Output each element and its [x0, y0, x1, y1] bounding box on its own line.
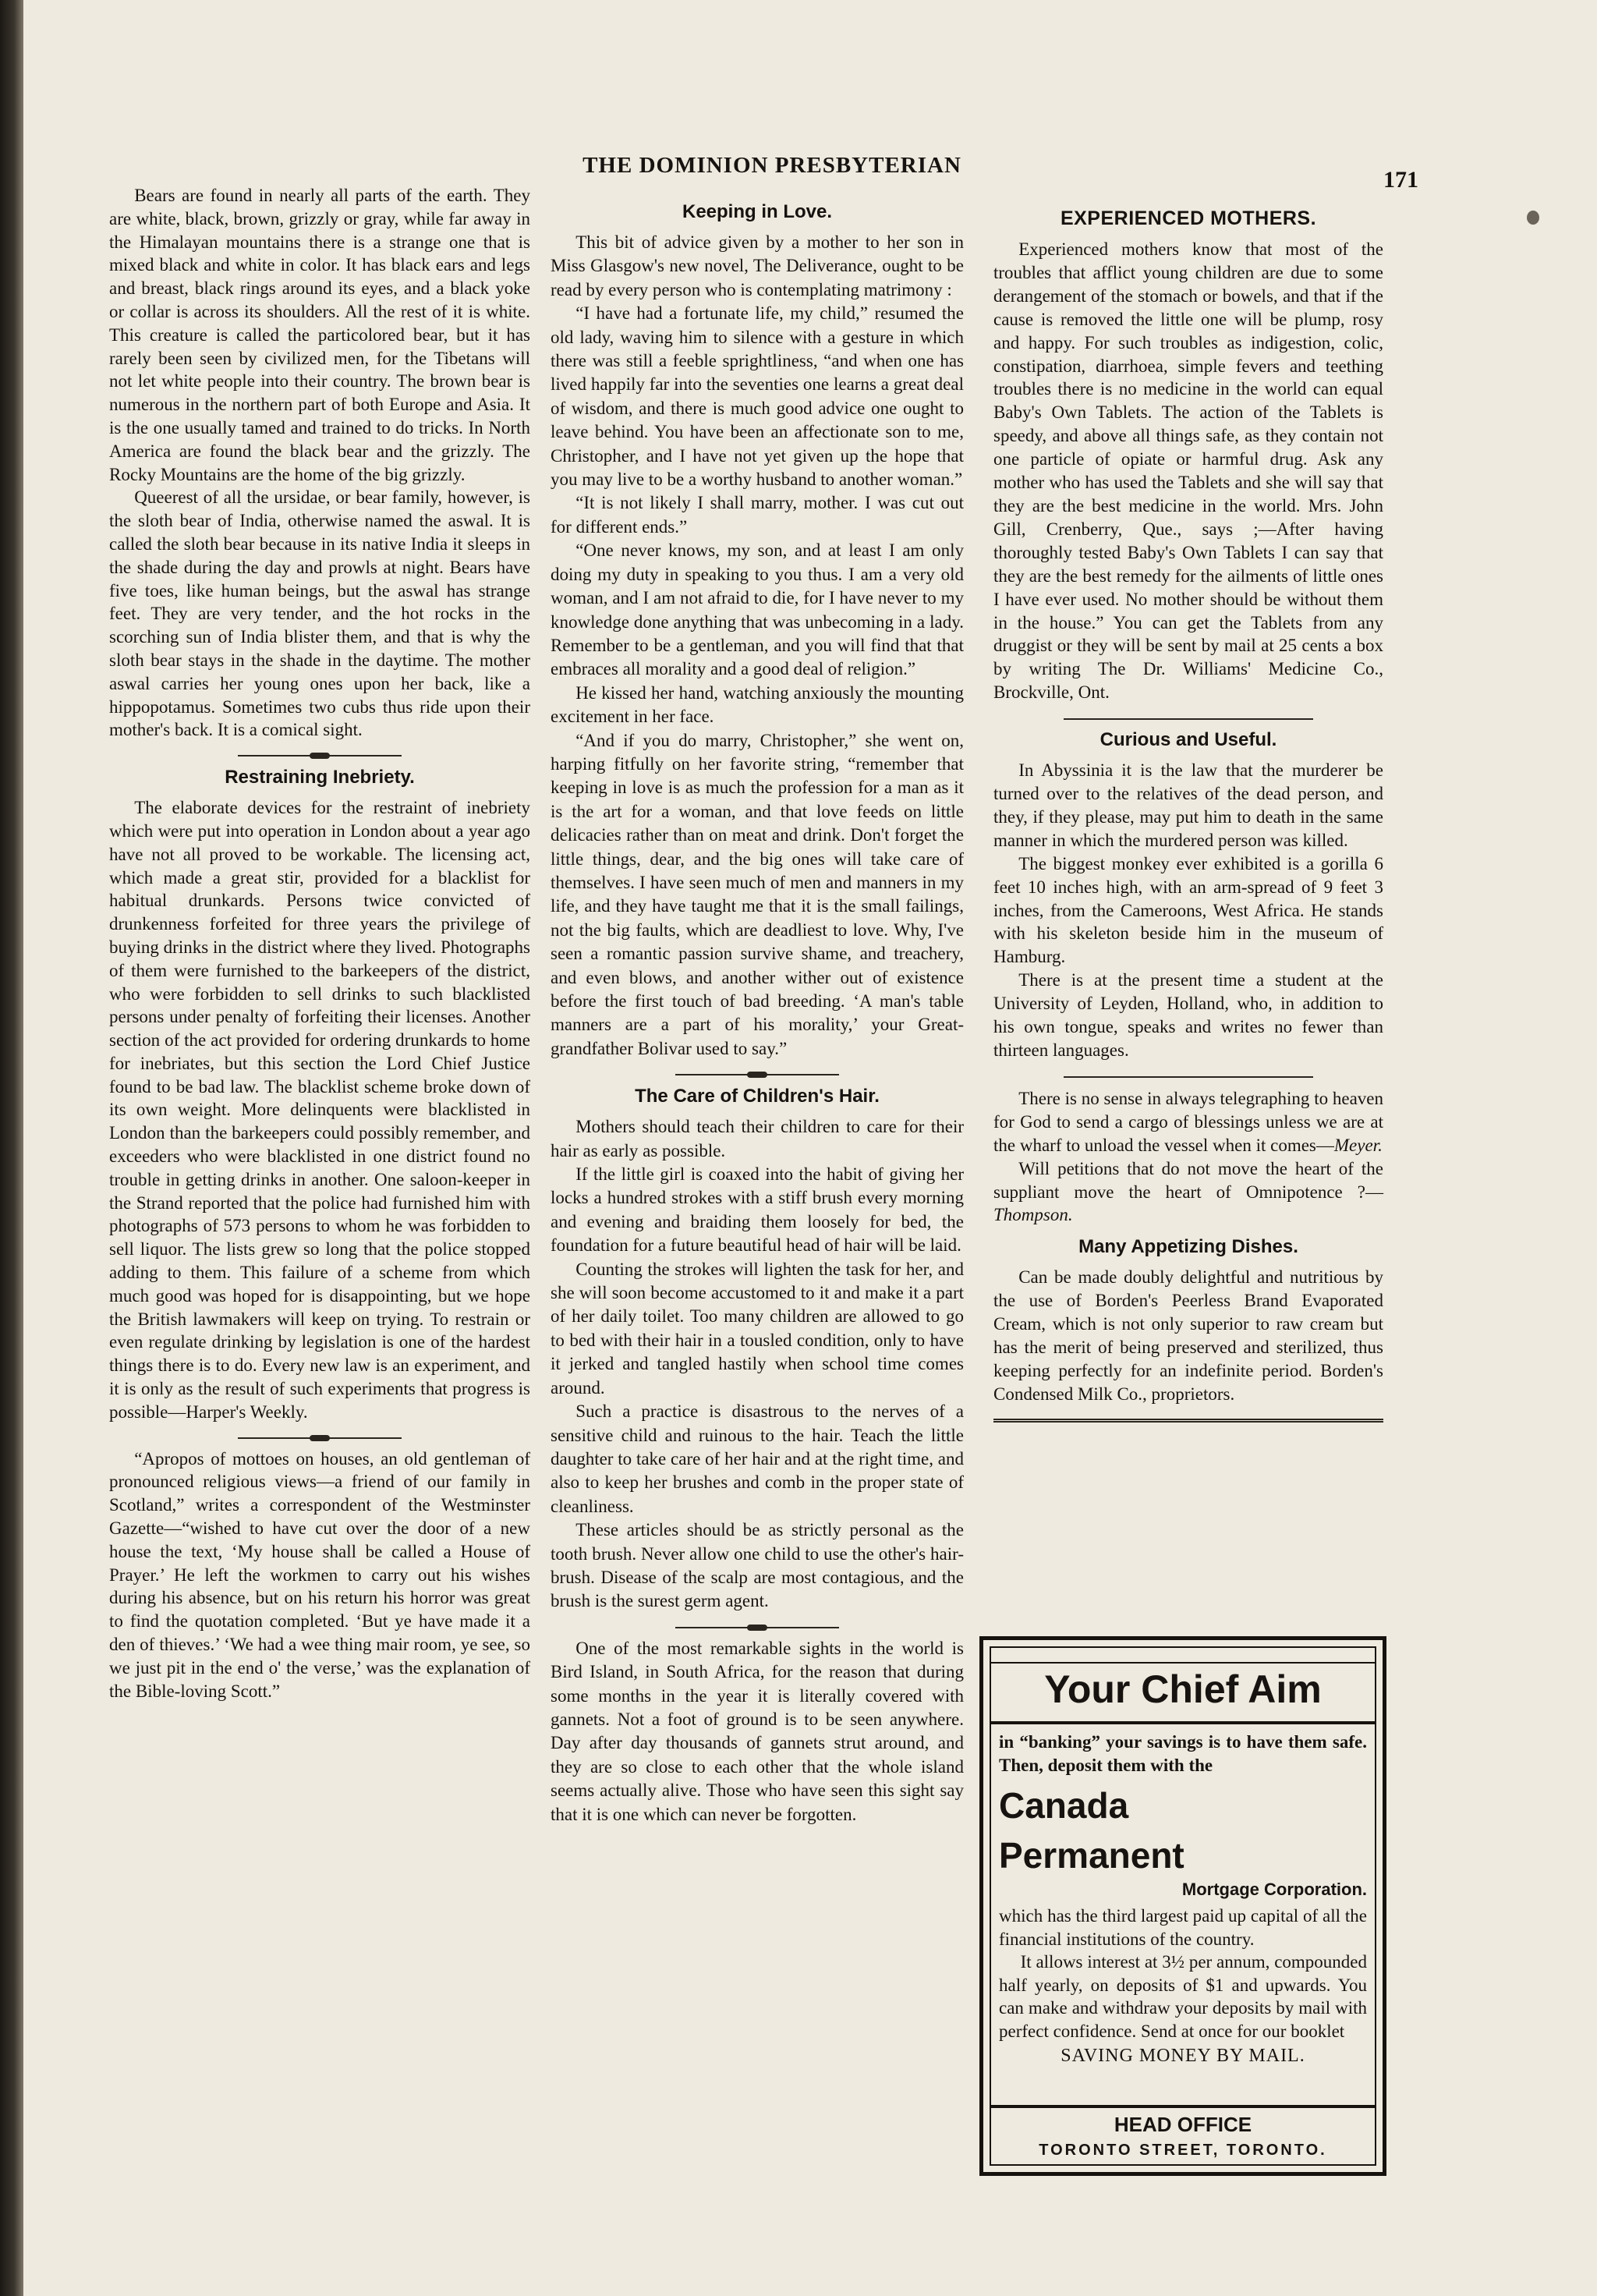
section-ornament	[238, 754, 402, 757]
heading-appetizing-dishes: Many Appetizing Dishes.	[1078, 1236, 1298, 1258]
heading-restraining-inebriety: Restraining Inebriety.	[225, 767, 415, 788]
article-mottoes-p1: “Apropos of mottoes on houses, an old gentleman of pronounced religious views—a friend of our family in Scotland,” writes a correspondent of the Westminster Gazette—“wished to have cut over the door of a new house the text, ‘My house shall be called a House of Prayer.’ He left the workmen to carry out his wishes during his absence, but on his return his horror was great to find the quotation completed. ‘But ye have made it a den of thieves.’ ‘We had a wee thing mair room, ye see, so we just pit in the end o' the verse,’ was the explanation of the Bible-loving Scott.”	[109, 1448, 530, 1701]
ad-body-2: It allows interest at 3½ per annum, compounded half yearly, on deposits of $1 and upwards. You can make and withdraw your deposits by mail with perfect confidence. Send at once for our booklet	[999, 1952, 1367, 2041]
section-ornament	[675, 1073, 839, 1076]
article-love-p2: “I have had a fortunate life, my child,” resumed the old lady, waving him to silence with a gesture in which there was still a feeble sprightliness, “and when one has lived happily far into the seventies one learns a great deal of wisdom, and there is much good advice one ought to leave behind. You have been an affectionate son to me, Christopher, and I have not yet given up the hope that you may live to be a worthy husband to another woman.”	[551, 303, 964, 490]
article-bears-p1: Bears are found in nearly all parts of the earth. They are white, black, brown, grizzly or gray, while far away in the Himalayan mountains there is a strange one that is mixed black and white in color. It has black ears and legs and breast, black rings around its eyes, and a black yoke or collar is across its shoulders. All the rest of it is white. This creature is called the particolored bear, but it has rarely been seen by civilized men, for the Tibetans will not let white people into their country. The brown bear is numerous in the northern part of both Europe and Asia. It is the one usually tamed and trained to do tricks. In North America are found the black bear and the grizzly. The Rocky Mountains are the home of the big grizzly.	[109, 186, 530, 484]
ad-brand-line2: Permanent	[999, 1835, 1184, 1876]
column-right	[993, 198, 1383, 1433]
heading-experienced-mothers: EXPERIENCED MOTHERS.	[1060, 207, 1317, 229]
double-rule	[993, 1419, 1383, 1423]
article-love-p4: “One never knows, my son, and at least I am only doing my duty in speaking to you thus. I am a very old woman, and I am not afraid to die, for I have never to my knowledge done anything that was unbecoming in a lady. Remember to be a gentleman, and you will find that that embraces all morality and a good deal of religion.”	[551, 540, 964, 679]
article-bears-p2: Queerest of all the ursidae, or bear family, however, is the sloth bear of India, otherwise named the aswal. It is called the sloth bear because in its native India it sleeps in the shade during the day and prowls at night. Bears have five toes, like human beings, but the aswal has strange feet. They are very tender, and the hot rocks in the scorching sun of India blister them, and that is why the sloth bear stays in the shade in the daytime. The mother aswal carries her young ones upon her back, like a hippopotamus. Sometimes two cubs thus ride upon their mother's back. It is a comical sight.	[109, 487, 530, 740]
section-rule	[1064, 718, 1313, 720]
advertisement-frame	[990, 1646, 1376, 2166]
article-love-p1: This bit of advice given by a mother to her son in Miss Glasgow's new novel, The Deliverance, ought to be read by every person who is contemplating matrimony :	[551, 232, 964, 299]
article-hair-p1: Mothers should teach their children to care for their hair as early as possible.	[551, 1117, 964, 1160]
quote-meyer-text: There is no sense in always telegraphing to heaven for God to send a cargo of blessings unless we are at the wharf to unload the vessel when it comes—	[993, 1088, 1383, 1155]
quote-meyer	[993, 1087, 1383, 1157]
article-hair-p5: These articles should be as strictly personal as the tooth brush. Never allow one child to use the other's hair-brush. Disease of the scalp are most contagious, and the brush is the surest germ agent.	[551, 1520, 964, 1611]
page-gutter-shadow	[0, 0, 23, 2296]
ad-body-1: which has the third largest paid up capital of all the financial institutions of the country.	[999, 1906, 1367, 1949]
article-curious-p3: There is at the present time a student at the University of Leyden, Holland, who, in addition to his own tongue, speaks and writes no fewer than thirteen languages.	[993, 970, 1383, 1060]
ad-office-address: TORONTO STREET, TORONTO.	[1039, 2142, 1327, 2159]
advertisement-canada-permanent	[979, 1636, 1386, 2176]
heading-childrens-hair: The Care of Children's Hair.	[635, 1086, 880, 1107]
article-mothers-p1: Experienced mothers know that most of the troubles that afflict young children are due to some derangement of the stomach or bowels, and that if the cause is removed the little one will be plump, rosy and happy. For such troubles as indigestion, colic, constipation, diarrhoea, simple fevers and teething troubles there is no medicine in the world can equal Baby's Own Tablets. The action of the Tablets is speedy, and above all things safe, as they contain not one particle of opiate or harmful drug. Ask any mother who has used the Tablets and she will say that they are the best medicine in the world. Mrs. John Gill, Crenberry, Que., says ;—After having thoroughly tested Baby's Own Tablets I can say that they are the best remedy for the ailments of little ones I have ever used. No mother should be without them in the house.” You can get the Tablets from any druggist or they will be sent by mail at 25 cents a box by writing The Dr. Williams' Medicine Co., Brockville, Ont.	[993, 239, 1383, 703]
article-curious-p1: In Abyssinia it is the law that the murderer be turned over to the relatives of the dead person, and they, if they please, may put him to death in the same manner in which the murdered person was killed.	[993, 760, 1383, 850]
article-curious-p2: The biggest monkey ever exhibited is a gorilla 6 feet 10 inches high, with an arm-spread of 9 feet 3 inches, from the Cameroons, West Africa. He stands with his skeleton beside him in the museum of Hamburg.	[993, 853, 1383, 967]
quote-thompson	[993, 1157, 1383, 1228]
ad-booklet-title: SAVING MONEY BY MAIL.	[1061, 2046, 1305, 2066]
quote-thompson-attribution: Thompson.	[993, 1205, 1073, 1225]
ad-brand-line1: Canada	[999, 1785, 1129, 1826]
ad-intro: in “banking” your savings is to have them safe. Then, deposit them with the	[999, 1732, 1367, 1775]
article-hair-p3: Counting the strokes will lighten the task for her, and she will soon become accustomed to it and make it a part of her daily toilet. Too many children are allowed to go to bed with their hair in a tousled condition, only to have it jerked and tangled hastily when school time comes around.	[551, 1259, 964, 1398]
ad-head-office	[990, 2105, 1376, 2164]
masthead: THE DOMINION PRESBYTERIAN	[582, 153, 961, 178]
ad-subbrand: Mortgage Corporation.	[1181, 1880, 1367, 1899]
section-ornament	[675, 1626, 839, 1629]
section-rule	[1064, 1076, 1313, 1078]
article-bird-island-p1: One of the most remarkable sights in the world is Bird Island, in South Africa, for the reason that during some months in the year it is literally covered with gannets. Not a foot of ground is to be seen anywhere. Day after day thousands of gannets strut around, and they are so close to each other that the whole island seems actually alive. Those who have seen this sight say that it is one which can never be forgotten.	[551, 1638, 964, 1824]
article-love-p6: “And if you do marry, Christopher,” she went on, harping fitfully on her favorite string, “remember that keeping in love is as much the profession for a man as it is the art for a woman, and that love feeds on little delicacies rather than on meat and drink. Don't forget the little things, dear, and the big ones will take care of themselves. I have seen much of men and manners in my life, and they have taught me that it is the small failings, not the big faults, which are deadliest to love. Why, I've seen a romantic passion survive shame, and treachery, and even blows, and another wither out of existence before the first touch of bad breeding. ‘A man's table manners are a part of his morality,’ your Great-grandfather Bolivar used to say.”	[551, 730, 964, 1058]
article-love-p3: “It is not likely I shall marry, mother. I was cut out for different ends.”	[551, 493, 964, 537]
ad-title: Your Chief Aim	[991, 1662, 1375, 1724]
quote-meyer-attribution: Meyer.	[1333, 1135, 1383, 1155]
quote-thompson-text: Will petitions that do not move the heart of the suppliant move the heart of Omnipotence ?—	[993, 1158, 1383, 1202]
article-dishes-p1: Can be made doubly delightful and nutritious by the use of Borden's Peerless Brand Evaporated Cream, which is not only superior to raw cream but has the merit of being preserved and sterilized, thus keeping perfectly for an indefinite period. Borden's Condensed Milk Co., proprietors.	[993, 1267, 1383, 1404]
article-inebriety-p1: The elaborate devices for the restraint of inebriety which were put into operation in London about a year ago have not all proved to be workable. The licensing act, which made a great stir, provided for a blacklist for habitual drunkards. Persons twice convicted of drunkenness forfeited for three years the privilege of buying drinks in the district where they lived. Photographs of them were furnished to the barkeepers of the district, who were forbidden to sell drinks to such blacklisted persons under penalty of forfeiting their licenses. Another section of the act provided for ordering drunkards to home for inebriates, but this section the Lord Chief Justice found to be bad law. The blacklist scheme broke down of its own weight. More delinquents were blacklisted in London than the barkeepers could possibly remember, and exceeders who were blacklisted in one district found no trouble in getting drinks in another. One saloon-keeper in the Strand reported that the police had furnished him with photographs of 573 persons to whom he was forbidden to sell liquor. The lists grew so long that the police stopped adding to them. This failure of a scheme from which much good was hoped for is disappointing, but we hope the British lawmakers will keep on trying. To restrain or even regulate drinking by legislation is one of the hardest things there is to do. Every new law is an experiment, and it is only as the result of such experiments that progress is possible—Harper's Weekly.	[109, 798, 530, 1422]
page-number: 171	[1383, 167, 1418, 193]
section-ornament	[238, 1437, 402, 1440]
ad-office-label: HEAD OFFICE	[1114, 2113, 1252, 2136]
heading-keeping-in-love: Keeping in Love.	[682, 201, 833, 222]
paper-blemish	[1527, 211, 1539, 225]
article-hair-p2: If the little girl is coaxed into the habit of giving her locks a hundred strokes with a stiff brush every morning and evening and braiding them loosely for bed, the foundation for a future beautiful head of hair will be laid.	[551, 1164, 964, 1256]
article-love-p5: He kissed her hand, watching anxiously the mounting excitement in her face.	[551, 682, 964, 727]
column-middle	[551, 192, 964, 1827]
heading-curious-useful: Curious and Useful.	[1099, 729, 1277, 751]
article-hair-p4: Such a practice is disastrous to the nerves of a sensitive child and ruinous to the hair. Teach the little daughter to take care of her hair and at the right time, and also to keep her brushes and comb in the proper state of cleanliness.	[551, 1401, 964, 1516]
column-left	[109, 184, 530, 1703]
